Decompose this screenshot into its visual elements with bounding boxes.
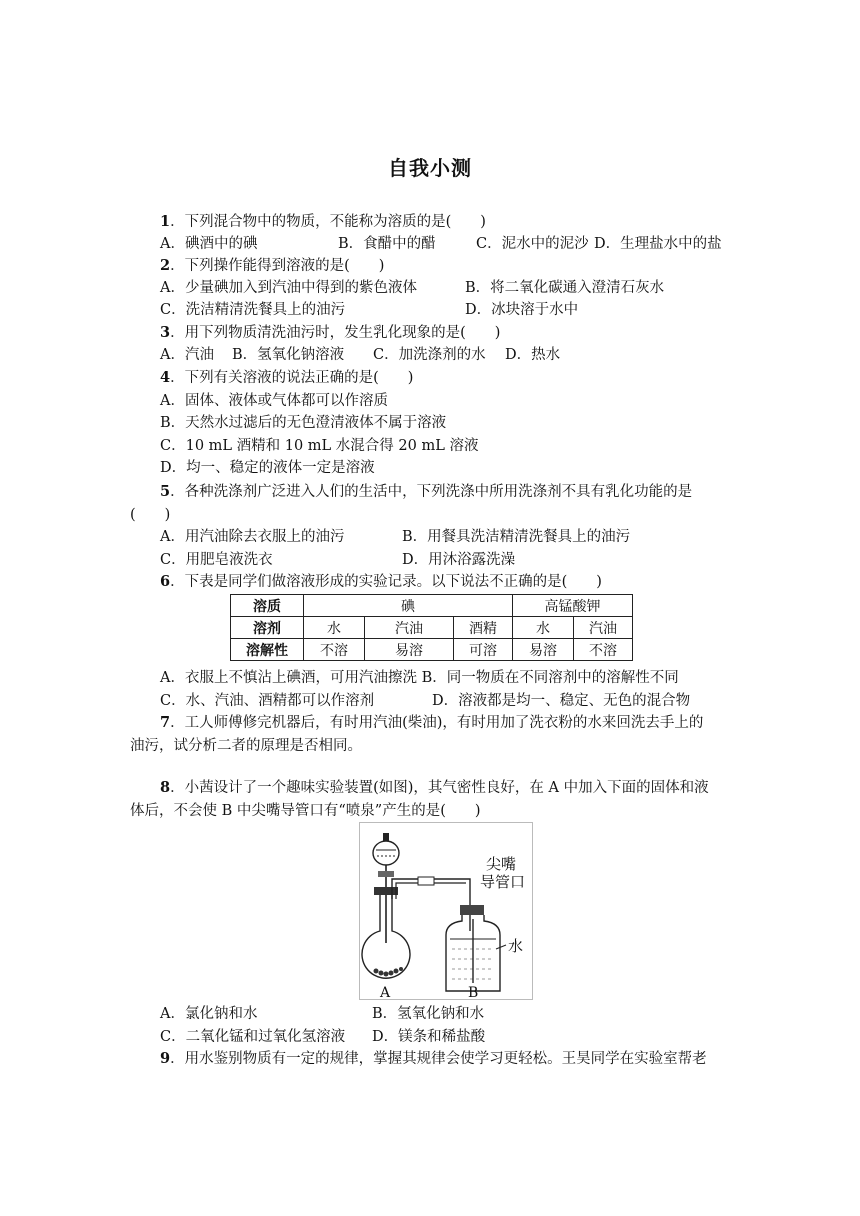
connecting-tube: [392, 879, 470, 931]
solid-particle: [379, 971, 384, 976]
option-d: D．镁条和稀盐酸: [372, 1029, 486, 1045]
question-3: [160, 322, 760, 344]
question-stem: ．下列有关溶液的说法正确的是( ): [170, 370, 414, 386]
question-stem: ．用下列物质清洗油污时，发生乳化现象的是( ): [170, 325, 501, 341]
table-cell: 水: [304, 617, 365, 639]
question-1: [160, 211, 760, 233]
solid-particle: [374, 969, 379, 974]
funnel-bulb: [373, 841, 399, 865]
question-stem: ．工人师傅修完机器后，有时用汽油(柴油)，有时用加了洗衣粉的水来回洗去手上的: [170, 715, 704, 731]
option-c: C．用肥皂液洗衣: [160, 552, 273, 568]
option-d: D．生理盐水中的盐: [594, 236, 722, 252]
apparatus-diagram: [360, 823, 532, 999]
question-number: 8: [160, 779, 171, 796]
page-title: 自我小测: [388, 156, 472, 180]
option-b: B．将二氧化碳通入澄清石灰水: [465, 280, 665, 296]
option-d: D．均一、稳定的液体一定是溶液: [160, 460, 375, 476]
question-6: [160, 571, 760, 593]
table-row: [231, 595, 633, 617]
question-6-options-ab: A．衣服上不慎沾上碘酒，可用汽油擦洗 B．同一物质在不同溶剂中的溶解性不同: [160, 670, 679, 686]
table-cell: 易溶: [513, 639, 574, 661]
question-8: [160, 777, 760, 799]
table-row: [231, 639, 633, 661]
option-c: C．二氧化锰和过氧化氢溶液: [160, 1029, 346, 1045]
question-stem: ．下表是同学们做溶液形成的实验记录。以下说法不正确的是( ): [170, 574, 602, 590]
label-water: 水: [508, 937, 524, 955]
table-cell: 高锰酸钾: [513, 595, 633, 617]
question-4: [160, 367, 760, 389]
question-number: 2: [160, 257, 171, 274]
question-number: 6: [160, 573, 171, 590]
option-d: D．热水: [505, 347, 561, 363]
table-row: [231, 617, 633, 639]
option-c: C．10 mL 酒精和 10 mL 水混合得 20 mL 溶液: [160, 438, 479, 454]
table-cell: 酒精: [454, 617, 513, 639]
table-cell: 可溶: [454, 639, 513, 661]
question-number: 5: [160, 483, 171, 500]
solid-particle: [389, 971, 394, 976]
option-c: C．洗洁精清洗餐具上的油污: [160, 302, 346, 318]
option-b: B．氢氧化钠溶液: [232, 347, 345, 363]
label-tip-2: 导管口: [480, 873, 526, 891]
question-2: [160, 255, 760, 277]
table-header-cell: 溶解性: [231, 639, 304, 661]
question-7-stem-cont: 油污，试分析二者的原理是否相同。: [130, 738, 362, 754]
solid-particle: [384, 972, 389, 977]
option-d: D．用沐浴露洗澡: [402, 552, 516, 568]
apparatus-figure: [359, 822, 533, 1000]
label-b: B: [468, 985, 479, 999]
funnel-valve: [378, 871, 394, 877]
solid-particle: [394, 969, 399, 974]
table-header-cell: 溶剂: [231, 617, 304, 639]
question-5-stem-cont: ( ): [130, 507, 171, 523]
question-stem: ．下列混合物中的物质，不能称为溶质的是( ): [170, 214, 486, 230]
question-stem: ．用水鉴别物质有一定的规律，掌握其规律会使学习更轻松。王昊同学在实验室帮老: [170, 1051, 707, 1067]
label-tip-1: 尖嘴: [486, 855, 517, 873]
option-b: B．食醋中的醋: [338, 236, 436, 252]
question-stem: ．小茜设计了一个趣味实验装置(如图)，其气密性良好，在 A 中加入下面的固体和液: [170, 780, 709, 796]
table-header-cell: 溶质: [231, 595, 304, 617]
question-stem: ．各种洗涤剂广泛进入人们的生活中，下列洗涤中所用洗涤剂不具有乳化功能的是: [170, 484, 693, 500]
option-c: C．泥水中的泥沙: [476, 236, 589, 252]
question-8-stem-cont: 体后，不会使 B 中尖嘴导管口有“喷泉”产生的是( ): [130, 803, 481, 819]
water-pointer: [496, 945, 506, 949]
option-d: D．冰块溶于水中: [465, 302, 579, 318]
option-a: A．少量碘加入到汽油中得到的紫色液体: [160, 280, 417, 296]
option-c: C．水、汽油、酒精都可以作溶剂: [160, 693, 375, 709]
question-number: 4: [160, 369, 171, 386]
question-number: 1: [160, 213, 171, 230]
table-cell: 不溶: [574, 639, 633, 661]
table-cell: 水: [513, 617, 574, 639]
question-stem: ．下列操作能得到溶液的是( ): [170, 258, 385, 274]
bottle-stopper: [460, 905, 484, 915]
question-7: [160, 712, 760, 734]
table-cell: 不溶: [304, 639, 365, 661]
option-b: B．氢氧化钠和水: [372, 1006, 485, 1022]
option-b: B．用餐具洗洁精清洗餐具上的油污: [402, 529, 631, 545]
question-5: [160, 481, 760, 503]
option-a: A．汽油: [160, 347, 214, 363]
table-cell: 汽油: [365, 617, 454, 639]
solid-particle: [399, 967, 403, 971]
question-number: 3: [160, 324, 171, 341]
option-a: A．碘酒中的碘: [160, 236, 258, 252]
label-a: A: [380, 985, 391, 999]
option-a: A．氯化钠和水: [160, 1006, 258, 1022]
rubber-joint: [418, 877, 434, 885]
question-number: 7: [160, 714, 171, 731]
option-c: C．加洗涤剂的水: [373, 347, 486, 363]
table-cell: 汽油: [574, 617, 633, 639]
table-cell: 碘: [304, 595, 513, 617]
option-b: B．天然水过滤后的无色澄清液体不属于溶液: [160, 415, 447, 431]
flask-stopper: [374, 887, 398, 895]
table-cell: 易溶: [365, 639, 454, 661]
question-9: [160, 1048, 760, 1070]
solubility-table: [230, 594, 633, 661]
question-number: 9: [160, 1050, 171, 1067]
option-a: A．用汽油除去衣服上的油污: [160, 529, 345, 545]
funnel-stopper: [383, 833, 389, 841]
option-d: D．溶液都是均一、稳定、无色的混合物: [432, 693, 691, 709]
option-a: A．固体、液体或气体都可以作溶质: [160, 393, 388, 409]
